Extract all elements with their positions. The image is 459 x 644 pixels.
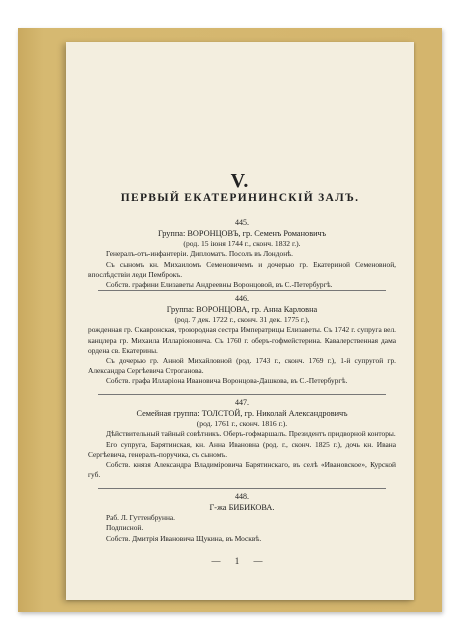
entry-paragraph: Дѣйствительный тайный совѣтникъ. Оберъ-гофмаршалъ. Президентъ придворной конторы. <box>106 429 396 439</box>
entry-paragraph: Раб. Л. Гуттенбрунна. <box>106 513 176 523</box>
entry-paragraph: Собств. графини Елизаветы Андреевны Воронцовой, въ С.-Петербургѣ. <box>106 280 333 290</box>
book-page <box>66 42 414 600</box>
entry-dates: (род. 7 дек. 1722 г., сконч. 31 дек. 1775 г.), <box>174 315 310 325</box>
entry-group: Г-жа БИБИКОВА. <box>209 503 275 513</box>
entry-paragraph: Подписной. <box>106 523 144 533</box>
entry-number: 447. <box>235 398 249 407</box>
catalog-entry-446 <box>88 294 396 387</box>
entry-dates: (род. 1761 г., сконч. 1816 г.). <box>196 419 288 429</box>
entry-group: Группа: ВОРОНЦОВЪ, гр. Семенъ Романовичъ <box>157 229 327 239</box>
entry-dates: (род. 15 іюня 1744 г., сконч. 1832 г.). <box>183 239 301 249</box>
section-roman-numeral: V. <box>230 170 250 192</box>
entry-number: 445. <box>235 218 249 227</box>
catalog-entry-448 <box>88 492 396 544</box>
entry-paragraph: Собств. Дмитрія Ивановича Щукина, въ Москвѣ. <box>106 533 262 543</box>
entry-group: Семейная группа: ТОЛСТОЙ, гр. Николай Александровичъ <box>136 409 348 419</box>
entry-divider <box>98 290 386 291</box>
entry-group: Группа: ВОРОНЦОВА, гр. Анна Карловна <box>166 305 318 315</box>
entry-paragraph: Съ дочерью гр. Анной Михайловной (род. 1743 г., сконч. 1769 г.), 1-й супругой гр. Александра Сергѣевича Строганова. <box>88 356 396 376</box>
catalog-entry-445 <box>88 218 396 290</box>
entry-paragraph: Собств. графа Илларіона Ивановича Воронцова-Дашкова, въ С.-Петербургѣ. <box>106 376 348 386</box>
entry-paragraph: Собств. князя Александра Владиміровича Барятинскаго, въ селѣ «Ивановское», Курской губ. <box>88 460 396 480</box>
section-title: ПЕРВЫЙ ЕКАТЕРИНИНСКІЙ ЗАЛЪ. <box>120 192 360 204</box>
entry-paragraph: рожденная гр. Скавронская, троюродная сестра Императрицы Елизаветы. Съ 1742 г. супруга вел. канцлера гр. Михаила Илларіоновича. Съ 1760 г. оберъ-гофмейстерина. Кавалерственная дама ордена св. Екатерины. <box>88 325 396 355</box>
entry-number: 446. <box>235 294 249 303</box>
entry-divider <box>98 394 386 395</box>
entry-paragraph: Генералъ-отъ-инфантеріи. Дипломатъ. Посолъ въ Лондонѣ. <box>106 249 294 259</box>
entry-paragraph: Его супруга, Барятинская, кн. Анна Ивановна (род. г., сконч. 1825 г.), дочь кн. Ивана Сергѣевича, генералъ-поручика, съ сыномъ. <box>88 439 396 459</box>
entry-number: 448. <box>235 492 249 501</box>
catalog-entry-447 <box>88 398 396 480</box>
entry-paragraph: Съ сыномъ кн. Михаиломъ Семеновичемъ и дочерью гр. Екатериной Семеновной, впослѣдствіи леди Пемброкъ. <box>88 259 396 279</box>
entry-divider <box>98 488 386 489</box>
page-number: — 1 — <box>211 556 269 566</box>
